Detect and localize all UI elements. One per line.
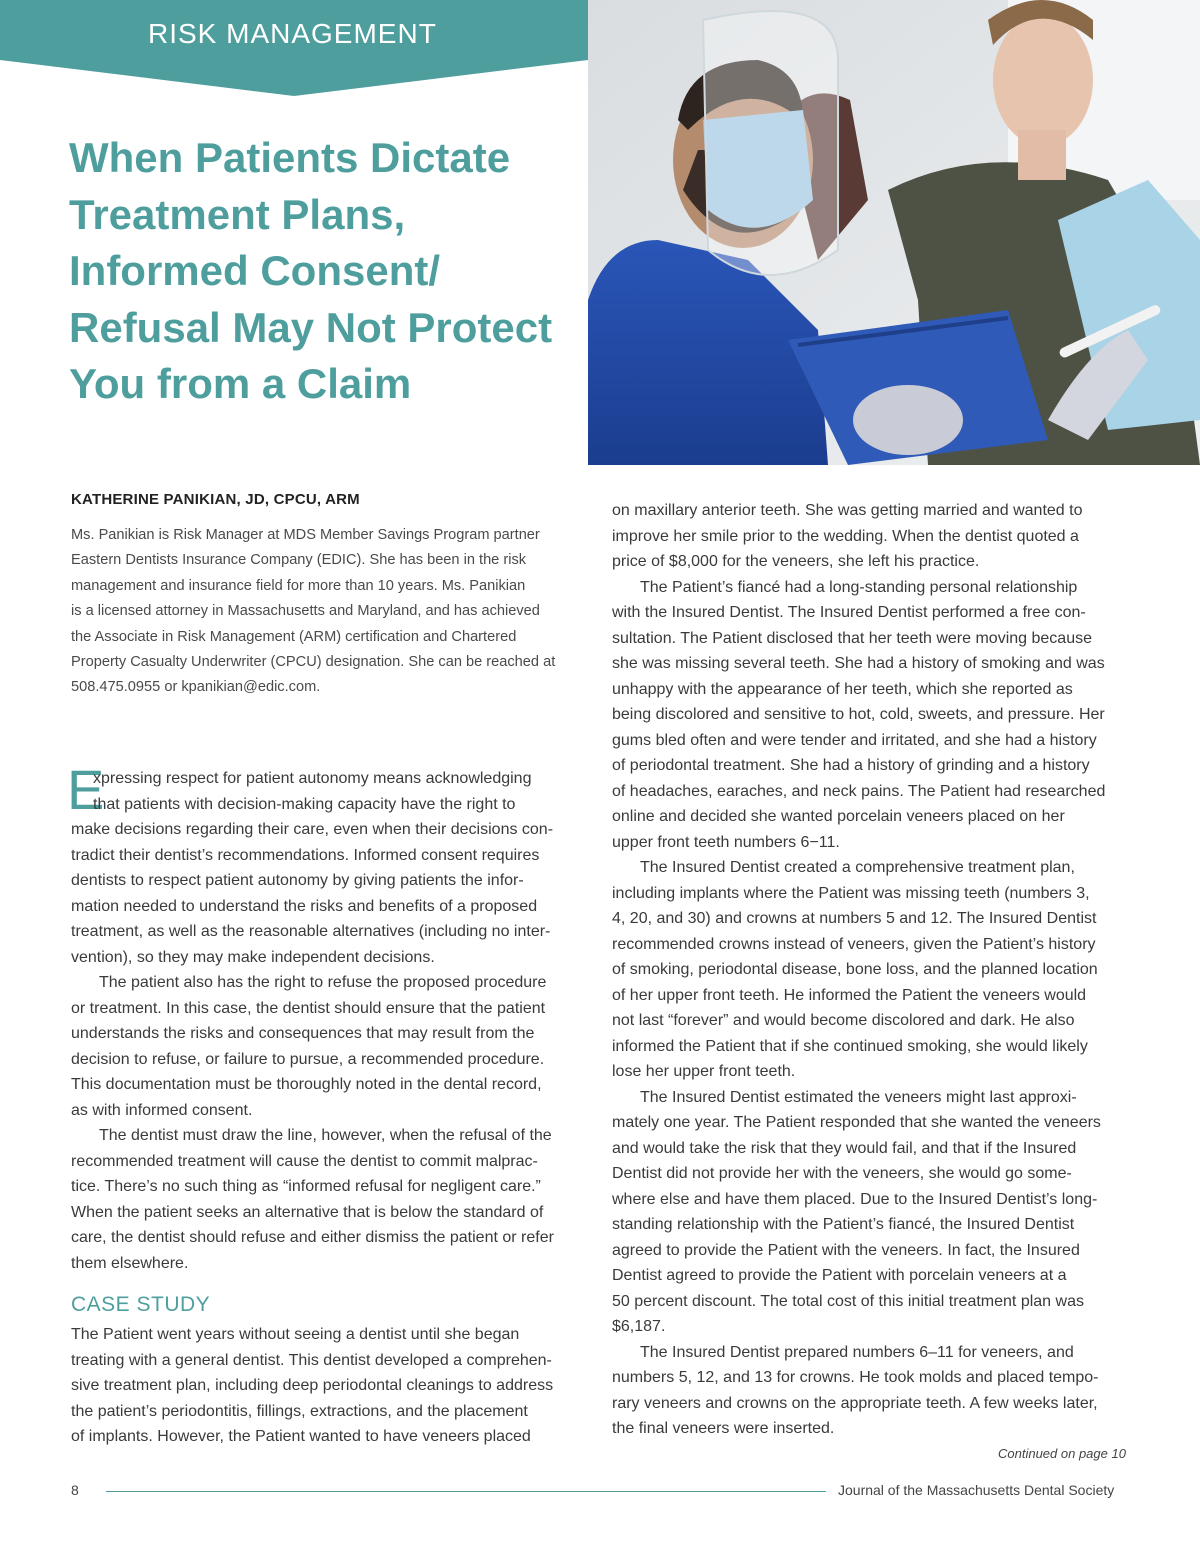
body-line: The patient also has the right to refuse the proposed procedure xyxy=(99,974,547,991)
bio-line: Eastern Dentists Insurance Company (EDIC). She has been in the risk xyxy=(71,552,527,569)
body-line: rary veneers and crowns on the appropriate teeth. A few weeks later, xyxy=(612,1394,1098,1412)
body-line: standing relationship with the Patient’s fiancé, the Insured Dentist xyxy=(612,1216,1075,1233)
body-line: make decisions regarding their care, even when their decisions con- xyxy=(71,821,554,838)
case-study-left xyxy=(71,1322,591,1450)
body-line: 4, 20, and 30) and crowns at numbers 5 and 12. The Insured Dentist xyxy=(612,910,1097,927)
body-line: the final veneers were inserted. xyxy=(612,1420,835,1437)
case-study-heading: CASE STUDY xyxy=(71,1293,211,1316)
section-label: RISK MANAGEMENT xyxy=(148,18,437,49)
bio-line: management and insurance field for more than 10 years. Ms. Panikian xyxy=(71,577,526,594)
article-title xyxy=(69,130,569,413)
body-line: online and decided she wanted porcelain veneers placed on her xyxy=(612,808,1065,825)
body-line: sive treatment plan, including deep periodontal cleanings to address xyxy=(71,1377,554,1394)
body-line: that patients with decision-making capacity have the right to xyxy=(93,795,516,813)
body-line: This documentation must be thoroughly noted in the dental record, xyxy=(71,1076,542,1093)
body-line: and would take the risk that they would fail, and that if the Insured xyxy=(612,1139,1077,1157)
body-line: them elsewhere. xyxy=(71,1254,189,1272)
body-line: tradict their dentist’s recommendations. Informed consent requires xyxy=(71,846,540,864)
bio-line: is a licensed attorney in Massachusetts and Maryland, and has achieved xyxy=(71,603,540,620)
body-line: mately one year. The Patient responded that she wanted the veneers xyxy=(612,1114,1101,1131)
title-line: Refusal May Not Protect xyxy=(69,303,553,351)
body-line: 50 percent discount. The total cost of this initial treatment plan was xyxy=(612,1292,1084,1310)
body-line: lose her upper front teeth. xyxy=(612,1063,796,1080)
body-line: improve her smile prior to the wedding. When the dentist quoted a xyxy=(612,527,1079,545)
body-line: sultation. The Patient disclosed that her teeth were moving because xyxy=(612,629,1092,647)
body-line: numbers 5, 12, and 13 for crowns. He took molds and placed tempo- xyxy=(612,1369,1099,1386)
drop-cap: E xyxy=(67,758,105,821)
title-line: Informed Consent/ xyxy=(69,247,441,294)
body-line: of periodontal treatment. She had a history of grinding and a history xyxy=(612,757,1090,774)
body-line: unhappy with the appearance of her teeth, which she reported as xyxy=(612,680,1073,698)
body-line: treating with a general dentist. This dentist developed a comprehen- xyxy=(71,1351,552,1369)
body-line: not last “forever” and would become discolored and dark. He also xyxy=(612,1012,1075,1029)
title-line: You from a Claim xyxy=(69,360,412,407)
title-line: Treatment Plans, xyxy=(69,190,406,238)
body-line: treatment, as well as the reasonable alternatives (including no inter- xyxy=(71,923,551,940)
article-right-column xyxy=(612,498,1132,1442)
body-line: mation needed to understand the risks and benefits of a proposed xyxy=(71,897,538,915)
continued-note: Continued on page 10 xyxy=(998,1446,1126,1461)
body-line: The Patient’s fiancé had a long-standing personal relationship xyxy=(640,578,1078,596)
body-line: price of $8,000 for the veneers, she left his practice. xyxy=(612,553,980,570)
journal-name: Journal of the Massachusetts Dental Society xyxy=(838,1482,1115,1498)
body-line: tice. There’s no such thing as “informed refusal for negligent care.” xyxy=(71,1178,541,1195)
body-line: The dentist must draw the line, however, when the refusal of the xyxy=(99,1127,552,1144)
body-line: informed the Patient that if she continued smoking, she would likely xyxy=(612,1037,1088,1055)
body-line: dentists to respect patient autonomy by giving patients the infor- xyxy=(71,872,524,889)
body-line: The Insured Dentist created a comprehensive treatment plan, xyxy=(640,859,1075,876)
author-name: KATHERINE PANIKIAN, JD, CPCU, ARM xyxy=(71,491,360,508)
body-line: including implants where the Patient was missing teeth (numbers 3, xyxy=(612,884,1090,902)
page-number: 8 xyxy=(71,1482,79,1498)
body-line: being discolored and sensitive to hot, cold, sweets, and pressure. Her xyxy=(612,706,1105,723)
body-line: The Insured Dentist prepared numbers 6–11 for veneers, and xyxy=(640,1343,1074,1361)
body-line: upper front teeth numbers 6−11. xyxy=(612,833,840,851)
article-left-column xyxy=(71,766,591,1276)
body-line: recommended crowns instead of veneers, given the Patient’s history xyxy=(612,935,1096,953)
body-line: of smoking, periodontal disease, bone loss, and the planned location xyxy=(612,961,1098,978)
body-line: she was missing several teeth. She had a history of smoking and was xyxy=(612,655,1105,672)
body-line: on maxillary anterior teeth. She was getting married and wanted to xyxy=(612,502,1083,519)
body-line: care, the dentist should refuse and either dismiss the patient or refer xyxy=(71,1229,554,1246)
bio-line: the Associate in Risk Management (ARM) certification and Chartered xyxy=(71,628,517,645)
body-line: or treatment. In this case, the dentist should ensure that the patient xyxy=(71,999,546,1017)
body-line: the patient’s periodontitis, fillings, extractions, and the placement xyxy=(71,1402,528,1420)
body-line: decision to refuse, or failure to pursue, a recommended procedure. xyxy=(71,1050,545,1068)
title-line: When Patients Dictate xyxy=(69,134,511,181)
body-line: gums bled often and were tender and irritated, and she had a history xyxy=(612,731,1097,749)
body-line: $6,187. xyxy=(612,1318,666,1335)
bio-line: Property Casualty Underwriter (CPCU) designation. She can be reached at xyxy=(71,654,556,671)
body-line: The Insured Dentist estimated the veneers might last approxi- xyxy=(640,1088,1077,1106)
body-line: of implants. However, the Patient wanted to have veneers placed xyxy=(71,1428,531,1445)
body-line: Dentist agreed to provide the Patient with porcelain veneers at a xyxy=(612,1267,1067,1284)
body-line: where else and have them placed. Due to the Insured Dentist’s long- xyxy=(612,1190,1098,1208)
body-line: vention), so they may make independent decisions. xyxy=(71,948,435,966)
body-line: recommended treatment will cause the dentist to commit malprac- xyxy=(71,1152,538,1170)
body-line: understands the risks and consequences that may result from the xyxy=(71,1025,535,1042)
body-line: of headaches, earaches, and neck pains. The Patient had researched xyxy=(612,782,1106,800)
footer-divider xyxy=(106,1491,826,1492)
author-bio xyxy=(71,523,591,701)
body-line: of her upper front teeth. He informed the Patient the veneers would xyxy=(612,986,1087,1004)
body-line: agreed to provide the Patient with the veneers. In fact, the Insured xyxy=(612,1241,1080,1259)
bio-line: 508.475.0955 or kpanikian@edic.com. xyxy=(71,679,321,696)
body-line: as with informed consent. xyxy=(71,1101,253,1119)
body-line: When the patient seeks an alternative that is below the standard of xyxy=(71,1203,544,1221)
bio-line: Ms. Panikian is Risk Manager at MDS Member Savings Program partner xyxy=(71,527,540,543)
body-line: Dentist did not provide her with the veneers, she would go some- xyxy=(612,1165,1072,1182)
dentist-patient-photo xyxy=(588,0,1200,465)
photo-illustration xyxy=(588,0,1200,465)
body-line: xpressing respect for patient autonomy means acknowledging xyxy=(93,770,532,787)
body-line: with the Insured Dentist. The Insured Dentist performed a free con- xyxy=(612,604,1086,621)
body-line: The Patient went years without seeing a dentist until she began xyxy=(71,1326,520,1343)
